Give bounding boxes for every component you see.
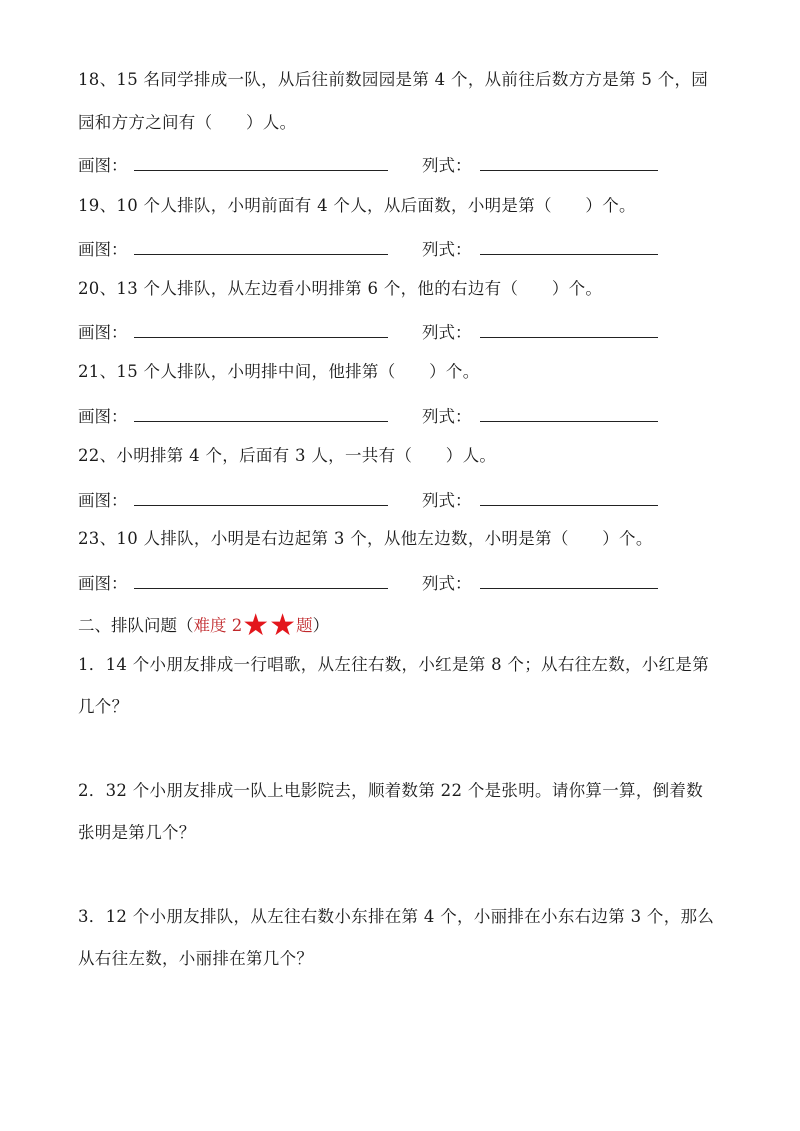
difficulty-text: 难度 2 bbox=[193, 616, 243, 635]
problem-3-line-2: 从右往左数，小丽排在第几个？ bbox=[78, 949, 314, 968]
draw-blank[interactable] bbox=[134, 421, 388, 422]
draw-label: 画图： bbox=[78, 240, 128, 259]
answer-row-21 bbox=[78, 403, 678, 425]
draw-label: 画图： bbox=[78, 491, 128, 510]
question-21: 21、15 个人排队，小明排中间，他排第（ ）个。 bbox=[78, 362, 480, 381]
formula-label: 列式： bbox=[422, 240, 472, 259]
problem-2-line-1: 2．32 个小朋友排成一队上电影院去，顺着数第 22 个是张明。请你算一算，倒着数 bbox=[78, 781, 704, 800]
question-22: 22、小明排第 4 个，后面有 3 人，一共有（ ）人。 bbox=[78, 446, 497, 465]
draw-blank[interactable] bbox=[134, 588, 388, 589]
question-20: 20、13 个人排队，从左边看小明排第 6 个，他的右边有（ ）个。 bbox=[78, 279, 603, 298]
section-close: ） bbox=[312, 616, 330, 635]
question-19: 19、10 个人排队，小明前面有 4 个人，从后面数，小明是第（ ）个。 bbox=[78, 196, 636, 215]
question-23: 23、10 人排队，小明是右边起第 3 个，从他左边数，小明是第（ ）个。 bbox=[78, 529, 653, 548]
formula-blank[interactable] bbox=[480, 505, 658, 506]
answer-row-19 bbox=[78, 236, 678, 258]
formula-blank[interactable] bbox=[480, 421, 658, 422]
section-title: 二、排队问题（ bbox=[78, 616, 194, 635]
problem-1-line-1: 1．14 个小朋友排成一行唱歌，从左往右数，小红是第 8 个；从右往左数，小红是第 bbox=[78, 655, 710, 674]
formula-label: 列式： bbox=[422, 407, 472, 426]
draw-blank[interactable] bbox=[134, 170, 388, 171]
formula-label: 列式： bbox=[422, 323, 472, 342]
question-18-line-1: 18、15 名同学排成一队，从后往前数园园是第 4 个，从前往后数方方是第 5 个，园 bbox=[78, 70, 709, 89]
formula-blank[interactable] bbox=[480, 337, 658, 338]
draw-label: 画图： bbox=[78, 407, 128, 426]
formula-blank[interactable] bbox=[480, 588, 658, 589]
problem-1-line-2: 几个？ bbox=[78, 697, 129, 716]
draw-blank[interactable] bbox=[134, 337, 388, 338]
star-icon: ★ bbox=[242, 608, 270, 643]
draw-label: 画图： bbox=[78, 323, 128, 342]
draw-label: 画图： bbox=[78, 156, 128, 175]
section-heading bbox=[78, 608, 330, 643]
question-18-line-2: 园和方方之间有（ ）人。 bbox=[78, 113, 297, 132]
draw-blank[interactable] bbox=[134, 254, 388, 255]
answer-row-23 bbox=[78, 570, 678, 592]
problem-2-line-2: 张明是第几个？ bbox=[78, 823, 196, 842]
formula-label: 列式： bbox=[422, 491, 472, 510]
answer-row-18 bbox=[78, 152, 678, 174]
answer-row-20 bbox=[78, 319, 678, 341]
draw-label: 画图： bbox=[78, 574, 128, 593]
difficulty-suffix: 题 bbox=[296, 616, 313, 635]
star-icon: ★ bbox=[269, 608, 297, 643]
formula-blank[interactable] bbox=[480, 170, 658, 171]
formula-label: 列式： bbox=[422, 156, 472, 175]
problem-3-line-1: 3．12 个小朋友排队，从左往右数小东排在第 4 个，小丽排在小东右边第 3 个，那么 bbox=[78, 907, 715, 926]
draw-blank[interactable] bbox=[134, 505, 388, 506]
formula-label: 列式： bbox=[422, 574, 472, 593]
answer-row-22 bbox=[78, 487, 678, 509]
formula-blank[interactable] bbox=[480, 254, 658, 255]
